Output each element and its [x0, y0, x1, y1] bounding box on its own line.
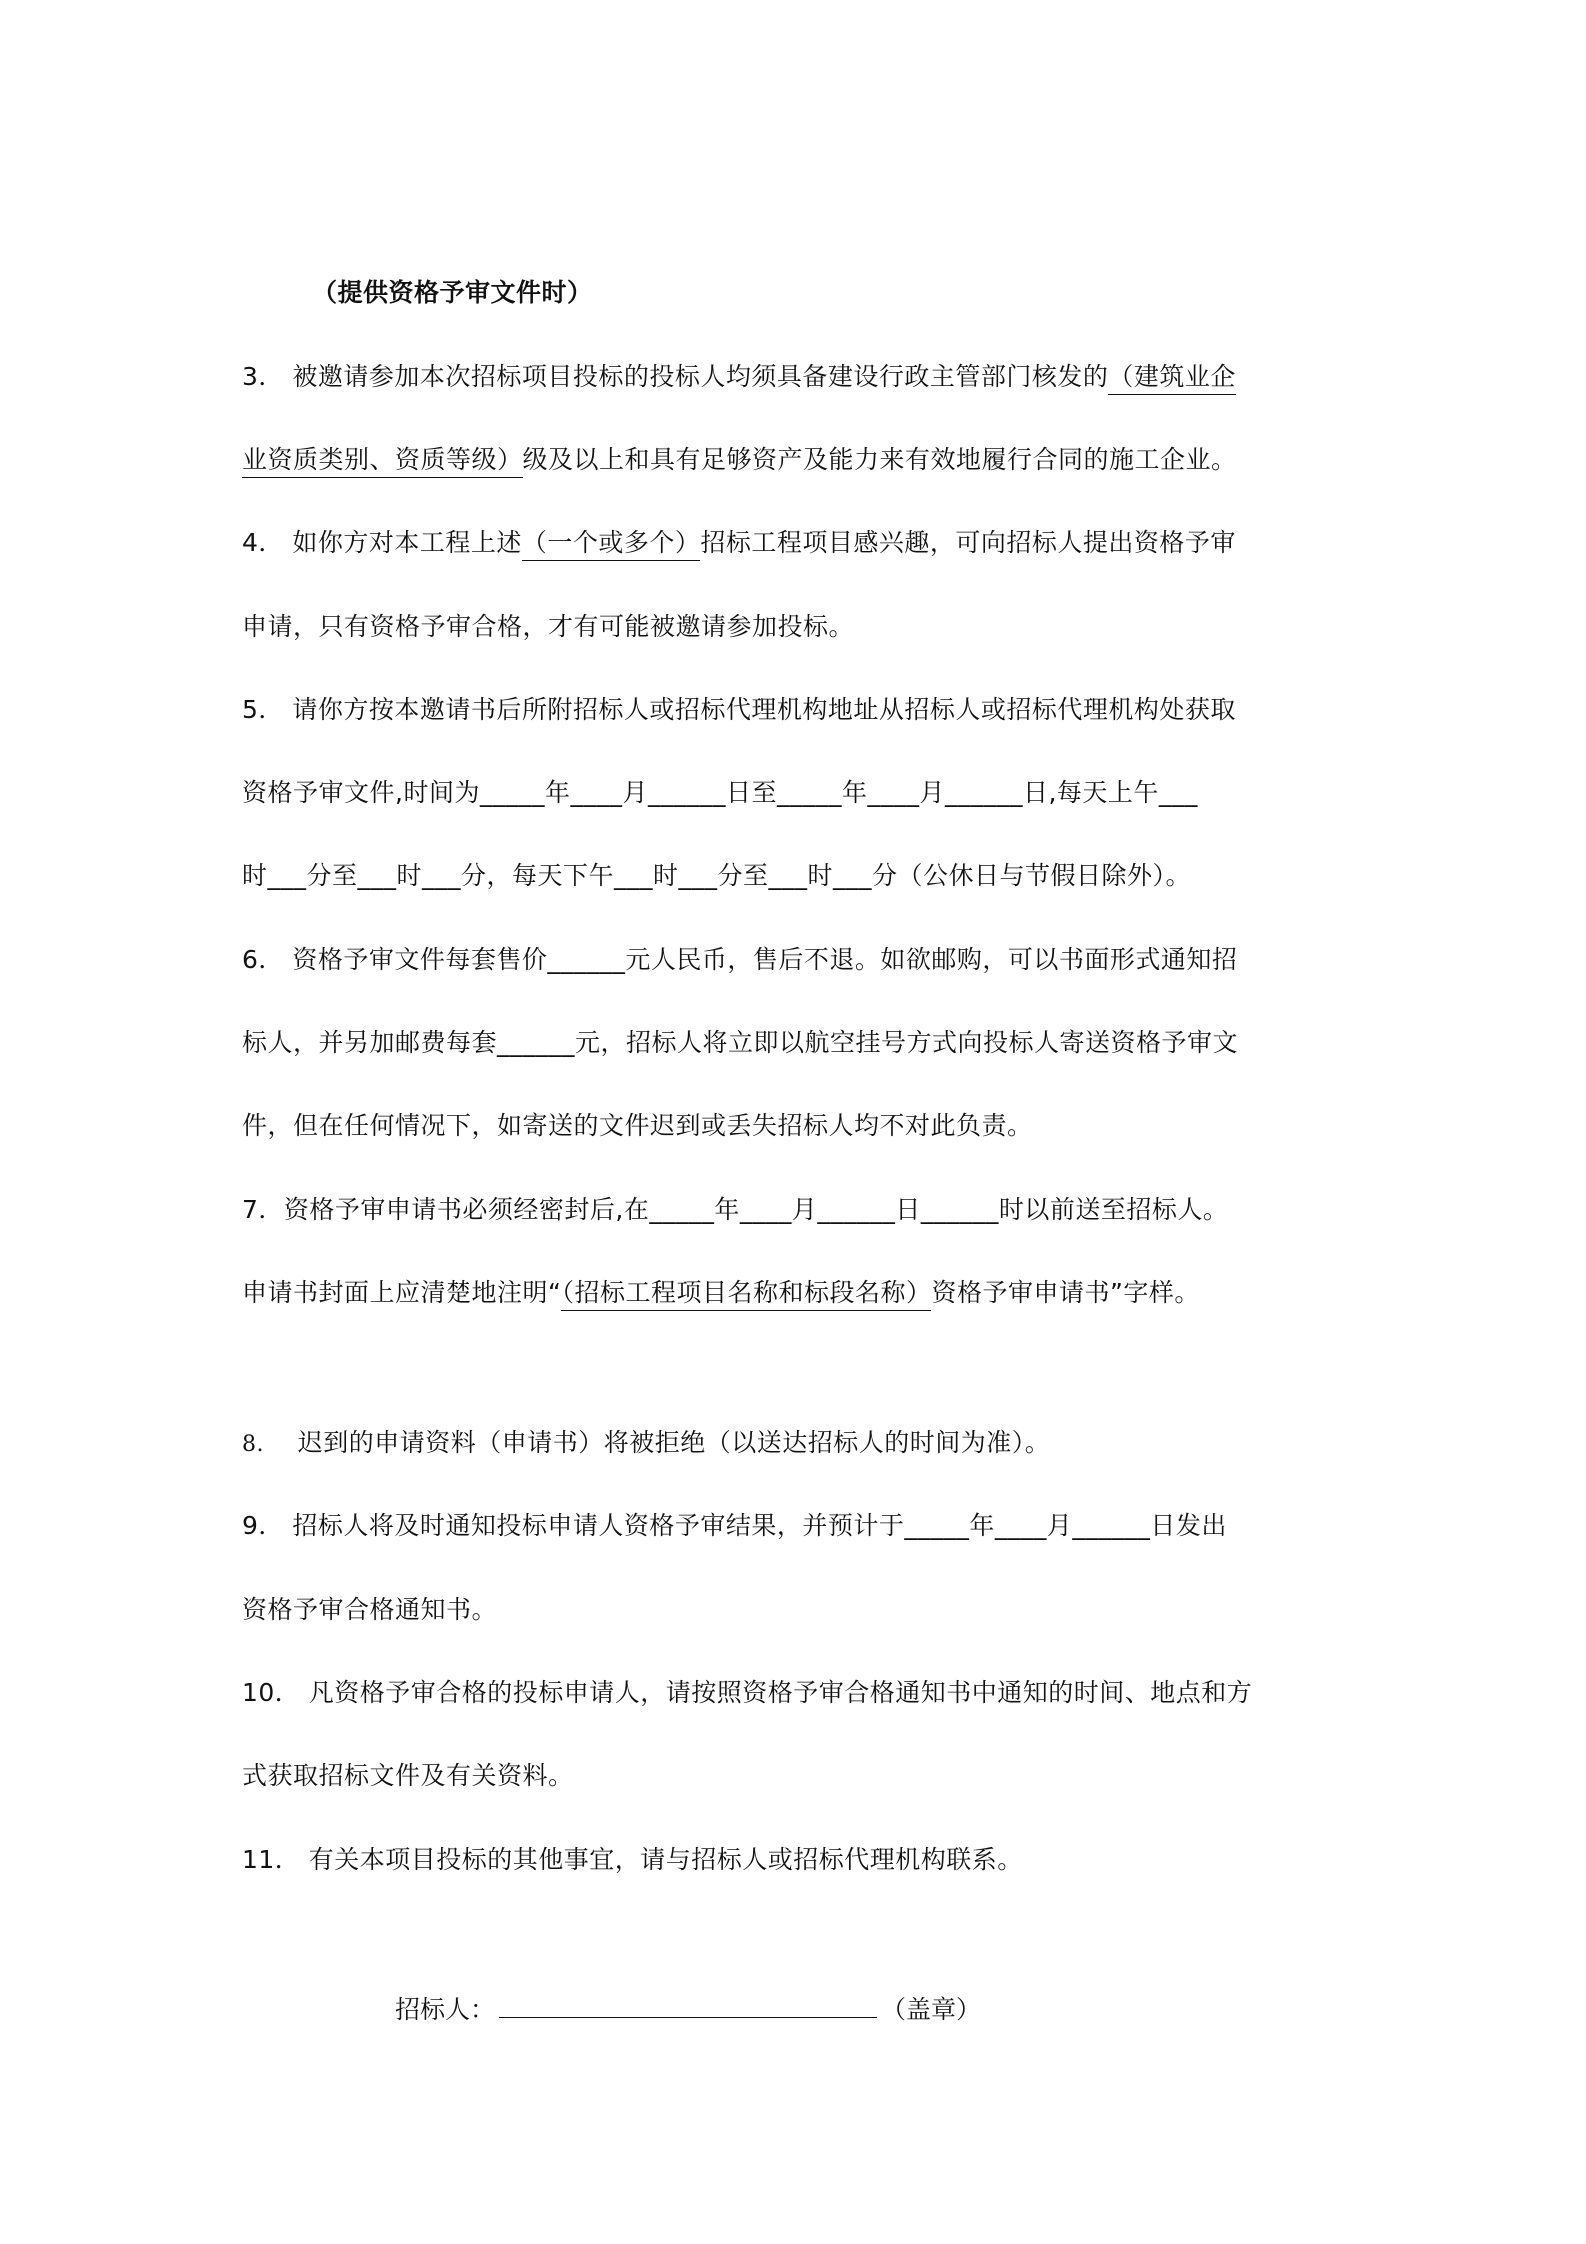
- underlined-field: （一个或多个）: [522, 528, 701, 561]
- paragraph-line: [242, 443, 1362, 477]
- line-text: 11． 有关本项目投标的其他事宜，请与招标人或招标代理机构联系。: [242, 1845, 1023, 1874]
- line-text: 资格予审合格通知书。: [242, 1595, 498, 1624]
- signature-label: 招标人：: [395, 1995, 496, 2024]
- paragraph-line: [242, 1276, 1362, 1310]
- line-text: 资格予审文件,时间为_____年____月______日至_____年____月______日,每天上午___: [242, 778, 1198, 807]
- paragraph-line: [242, 526, 1362, 560]
- paragraph-line: [242, 776, 1362, 810]
- paragraph-line: [242, 1026, 1362, 1060]
- line-text: 迟到的申请资料（申请书）将被拒绝（以送达招标人的时间为准）。: [264, 1428, 1051, 1457]
- line-text: 3． 被邀请参加本次招标项目投标的投标人均须具备建设行政主管部门核发的: [242, 362, 1109, 391]
- signature-line: [395, 1993, 981, 2027]
- paragraph-line: [242, 1193, 1362, 1227]
- line-text: 9． 招标人将及时通知投标申请人资格予审结果，并预计于_____年____月______日发出: [242, 1511, 1227, 1540]
- paragraph-line: [242, 693, 1362, 727]
- line-text: 件，但在任何情况下，如寄送的文件迟到或丢失招标人均不对此负责。: [242, 1111, 1033, 1140]
- underlined-field: （招标工程项目名称和标段名称）: [561, 1278, 931, 1311]
- paragraph-line: [242, 1109, 1362, 1143]
- paragraph-line: [242, 1426, 1362, 1462]
- paragraph-line: [242, 610, 1362, 644]
- line-text: 级及以上和具有足够资产及能力来有效地履行合同的施工企业。: [522, 445, 1237, 474]
- paragraph-line: [242, 1509, 1362, 1543]
- paragraph-line: [242, 1843, 1362, 1877]
- paragraph-line: [242, 943, 1362, 977]
- line-number: 8.: [242, 1432, 264, 1457]
- line-text: 5． 请你方按本邀请书后所附招标人或招标代理机构地址从招标人或招标代理机构处获取: [242, 695, 1236, 724]
- line-text: 申请书封面上应清楚地注明“: [242, 1278, 562, 1307]
- signature-blank: [499, 1993, 877, 2018]
- line-text: 4． 如你方对本工程上述: [242, 528, 522, 557]
- underlined-field: （建筑业企: [1108, 362, 1236, 395]
- line-text: 申请，只有资格予审合格，才有可能被邀请参加投标。: [242, 612, 855, 641]
- paragraph-line: [242, 1759, 1362, 1793]
- line-text: 资格予审申请书”字样。: [931, 1278, 1200, 1307]
- paragraph-line: [242, 1593, 1362, 1627]
- line-text: 7．资格予审申请书必须经密封后,在_____年____月______日______时以前送至招标人。: [242, 1195, 1229, 1224]
- line-text: 招标工程项目感兴趣，可向招标人提出资格予审: [700, 528, 1236, 557]
- line-text: 6． 资格予审文件每套售价______元人民币，售后不退。如欲邮购，可以书面形式通知招: [242, 945, 1238, 974]
- underlined-field: 业资质类别、资质等级）: [242, 445, 523, 478]
- line-text: 标人，并另加邮费每套______元，招标人将立即以航空挂号方式向投标人寄送资格予审文: [242, 1028, 1239, 1057]
- line-text: 10． 凡资格予审合格的投标申请人，请按照资格予审合格通知书中通知的时间、地点和方: [242, 1678, 1253, 1707]
- doc-heading: （提供资格予审文件时）: [312, 278, 593, 307]
- seal-label: （盖章）: [881, 1995, 982, 2024]
- paragraph-line: [242, 360, 1362, 394]
- paragraph-line: [242, 1676, 1362, 1710]
- line-text: 式获取招标文件及有关资料。: [242, 1761, 574, 1790]
- line-text: 时___分至___时___分，每天下午___时___分至___时___分（公休日与节假日除外）。: [242, 861, 1192, 890]
- paragraph-line: [242, 859, 1362, 893]
